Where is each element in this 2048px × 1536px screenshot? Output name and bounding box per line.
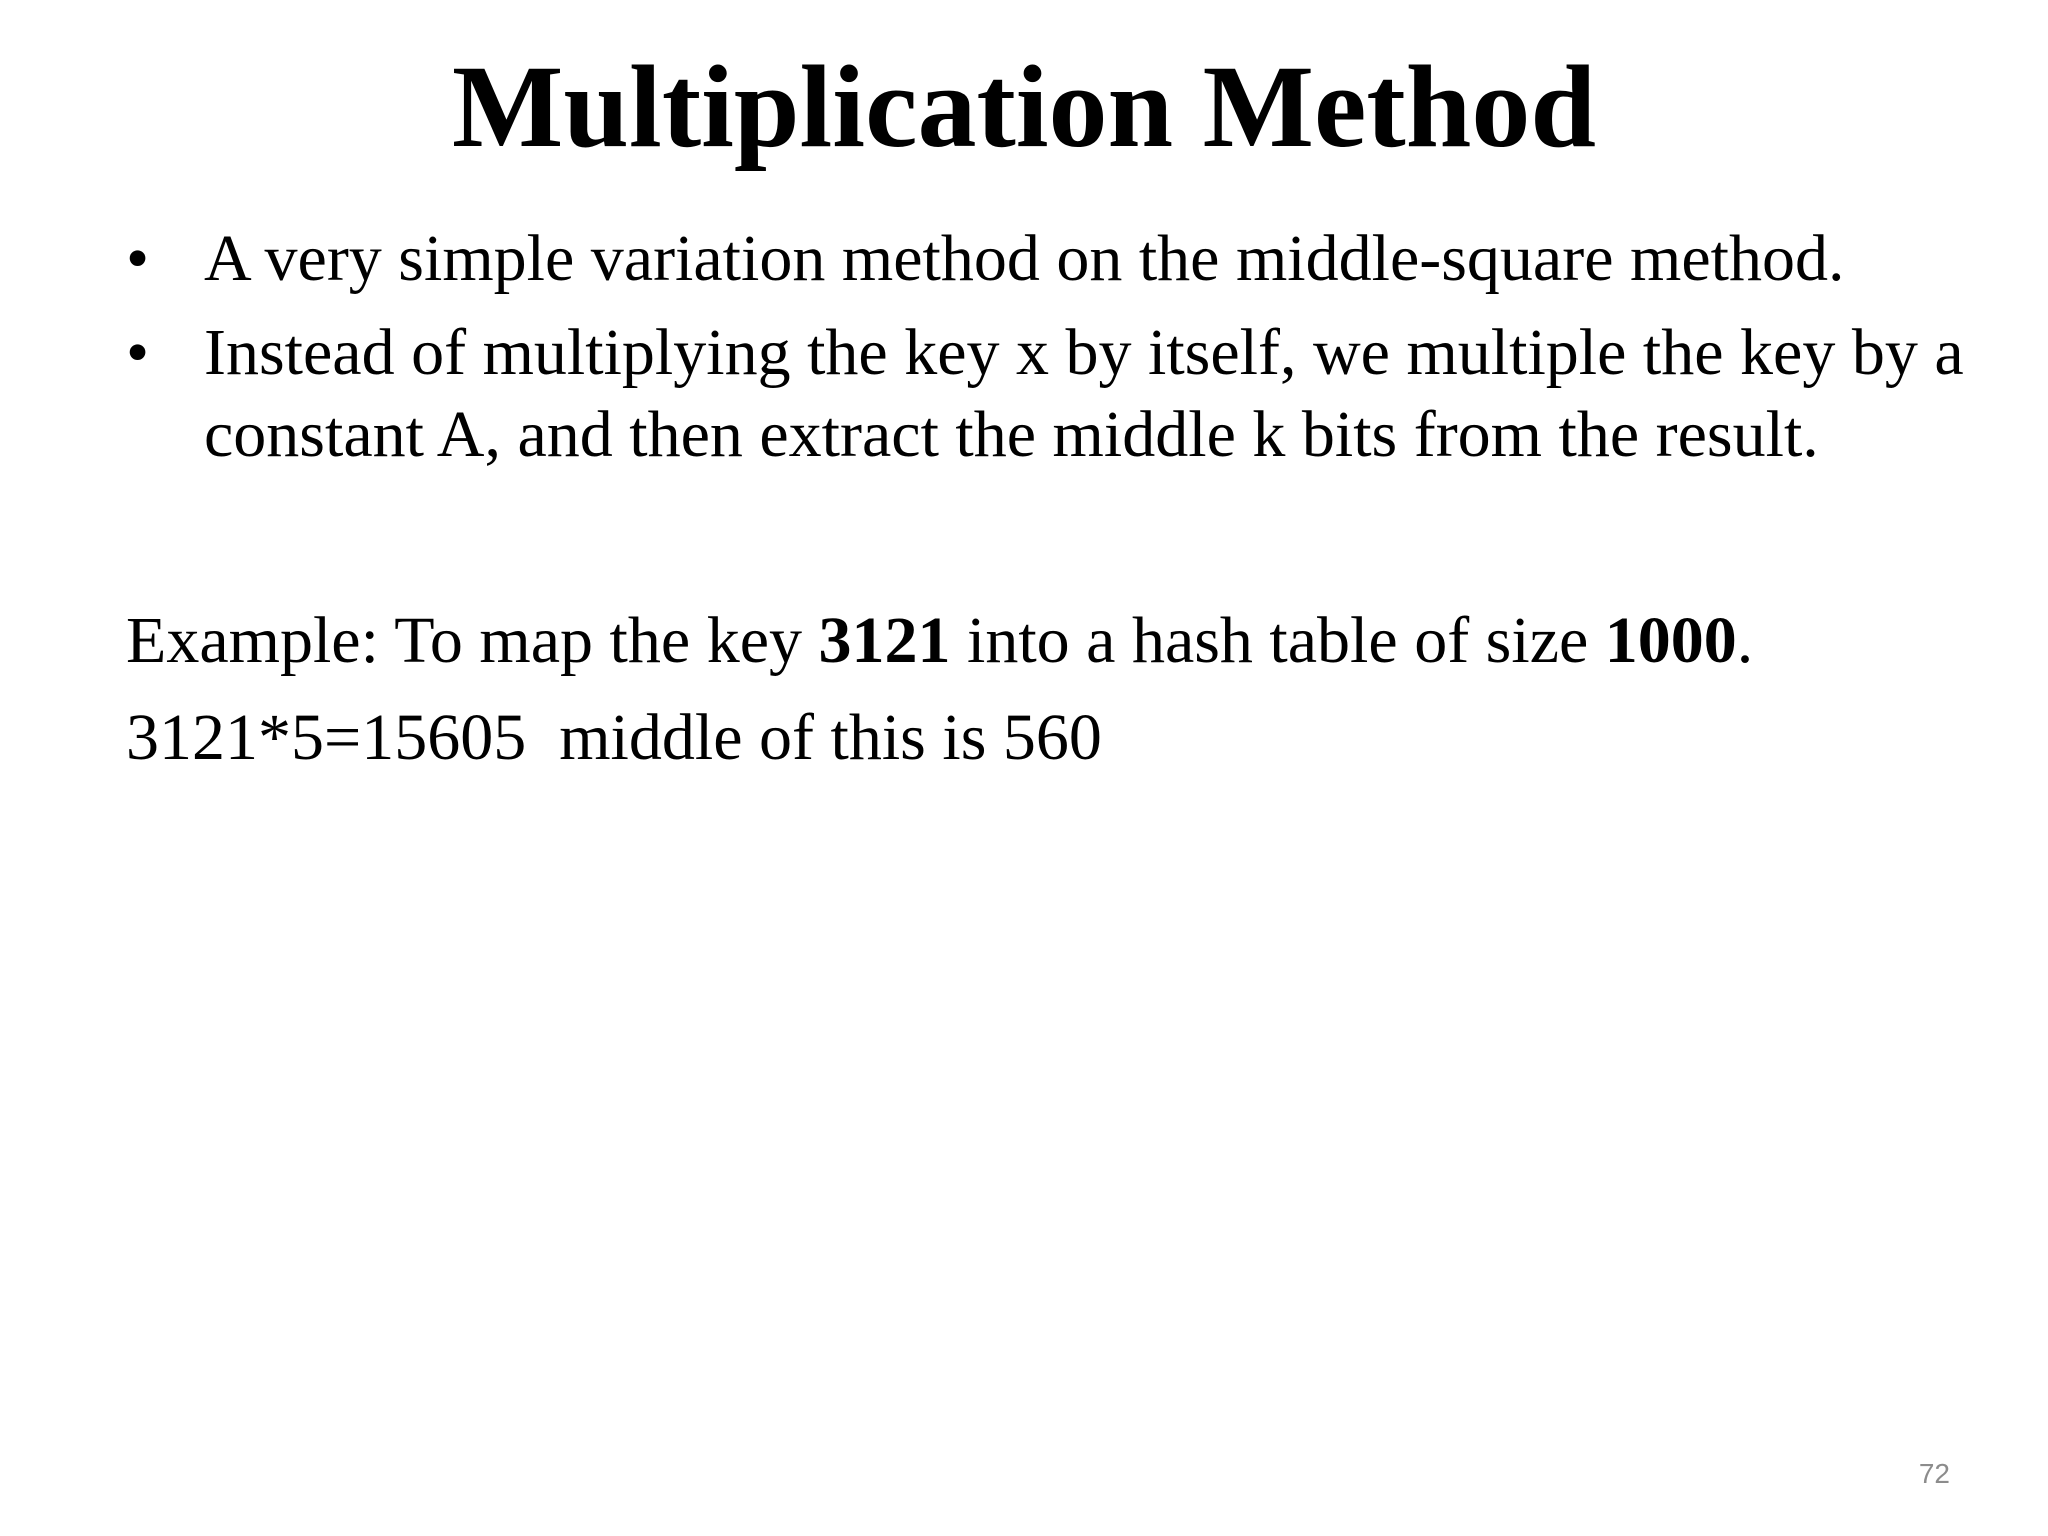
bullet-item [126, 218, 2026, 300]
bullet-list [126, 218, 2026, 488]
bullet-icon: • [126, 222, 150, 295]
bullet-text: A very simple variation method on the middle-square method. [204, 222, 1845, 295]
bullet-item [126, 312, 2026, 476]
bullet-text: Instead of multiplying the key x by itself, we multiple the key by a constant A, and then extract the middle k bits from the result. [204, 316, 1964, 471]
example-line [126, 600, 1753, 682]
example-suffix: . [1736, 604, 1754, 677]
calculation-line: 3121*5=15605 middle of this is 560 [126, 701, 1102, 774]
example-size: 1000 [1604, 604, 1737, 677]
example-middle: into a hash table of size [950, 604, 1605, 677]
example-prefix: Example: To map the key [126, 604, 819, 677]
page-number: 72 [1918, 1458, 1950, 1489]
bullet-icon: • [126, 316, 150, 389]
slide-title: Multiplication Method [452, 41, 1596, 172]
example-key: 3121 [818, 604, 951, 677]
